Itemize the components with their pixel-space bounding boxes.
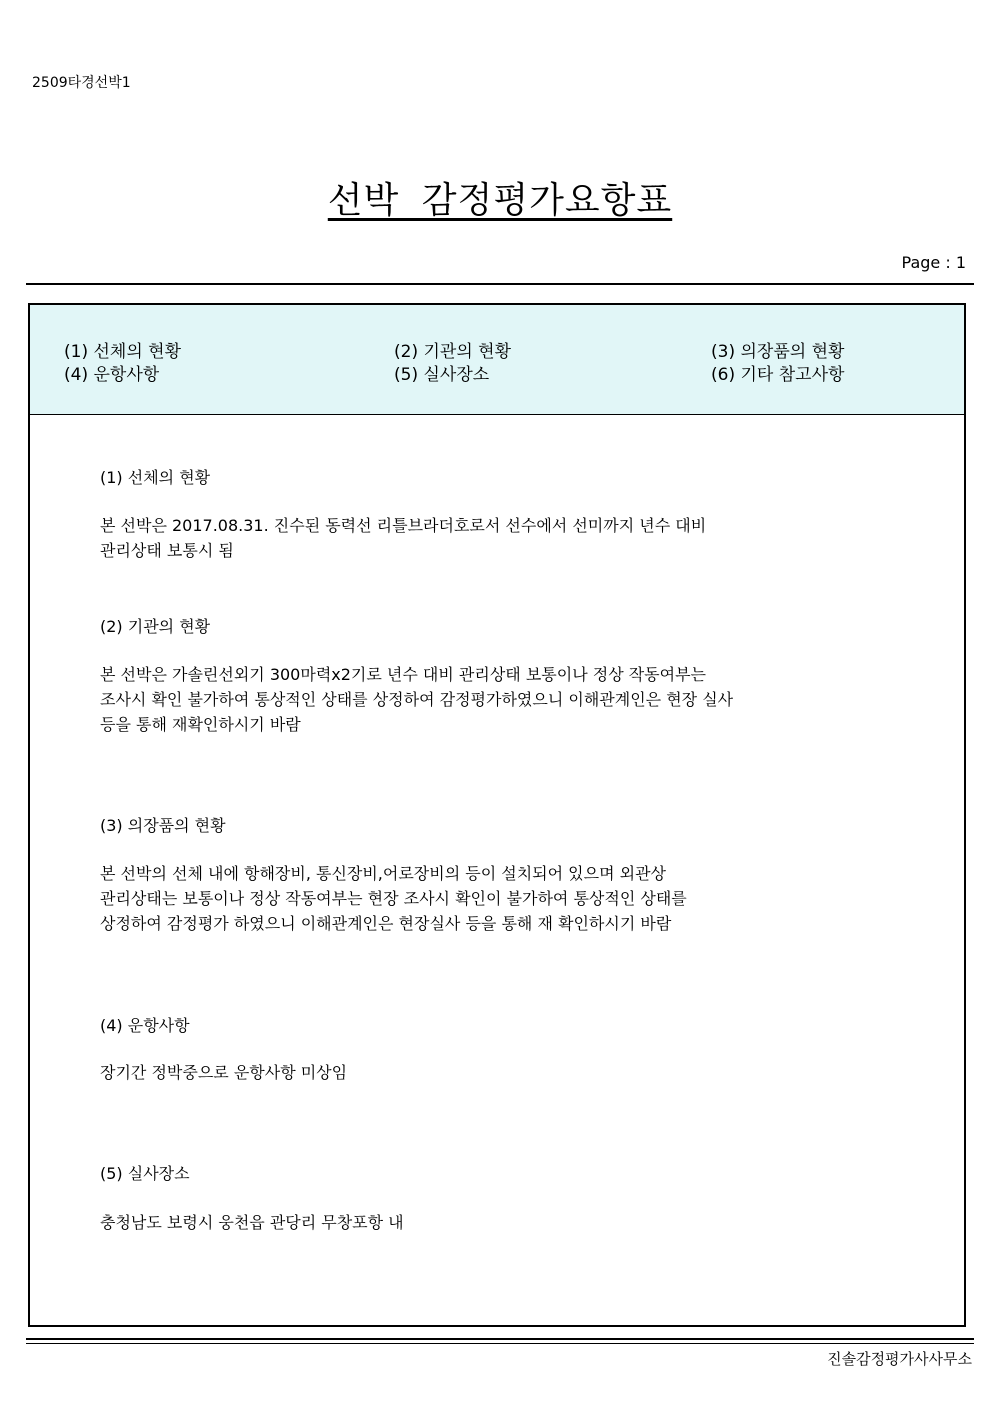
toc-item-hull: (1) 선체의 현황 <box>64 342 181 362</box>
section-heading-hull: (1) 선체의 현황 <box>100 468 211 487</box>
section-body-equipment: 본 선박의 선체 내에 항해장비, 통신장비,어로장비의 등이 설치되어 있으며 외관상 관리상태는 보통이나 정상 작동여부는 현장 조사시 확인이 불가하여 통상적인 상태를 상정하여 감정평가 하였으니 이해관계인은 현장실사 등을 통해 재 확인하시기 바람 <box>100 864 687 933</box>
content-box <box>28 303 966 1327</box>
table-of-contents <box>30 305 964 415</box>
header-divider <box>26 283 974 285</box>
toc-item-equipment: (3) 의장품의 현황 <box>711 342 845 362</box>
section-body-engine: 본 선박은 가솔린선외기 300마력x2기로 년수 대비 관리상태 보통이나 정상 작동여부는 조사시 확인 불가하여 통상적인 상태를 상정하여 감정평가하였으니 이해관계인은 현장 실사 등을 통해 재확인하시기 바람 <box>100 665 734 734</box>
toc-item-engine: (2) 기관의 현황 <box>394 342 511 362</box>
office-name: 진솔감정평가사사무소 <box>827 1350 972 1368</box>
section-heading-operation: (4) 운항사항 <box>100 1016 190 1035</box>
page-title: 선박 감정평가요항표 <box>327 180 673 221</box>
section-heading-equipment: (3) 의장품의 현황 <box>100 816 226 835</box>
section-heading-engine: (2) 기관의 현황 <box>100 617 211 636</box>
section-body-hull: 본 선박은 2017.08.31. 진수된 동력선 리틀브라더호로서 선수에서 선미까지 년수 대비 관리상태 보통시 됨 <box>100 516 707 560</box>
page-number: Page : 1 <box>901 253 966 272</box>
document-id: 2509타경선박1 <box>32 75 131 91</box>
toc-item-other-notes: (6) 기타 참고사항 <box>711 365 845 385</box>
section-body-operation: 장기간 정박중으로 운항사항 미상임 <box>100 1063 348 1082</box>
section-body-inspection-site: 충청남도 보령시 웅천읍 관당리 무창포항 내 <box>100 1213 404 1232</box>
toc-item-operation: (4) 운항사항 <box>64 365 160 385</box>
toc-item-inspection-site: (5) 실사장소 <box>394 365 490 385</box>
footer-divider <box>26 1338 974 1344</box>
section-heading-inspection-site: (5) 실사장소 <box>100 1164 190 1183</box>
